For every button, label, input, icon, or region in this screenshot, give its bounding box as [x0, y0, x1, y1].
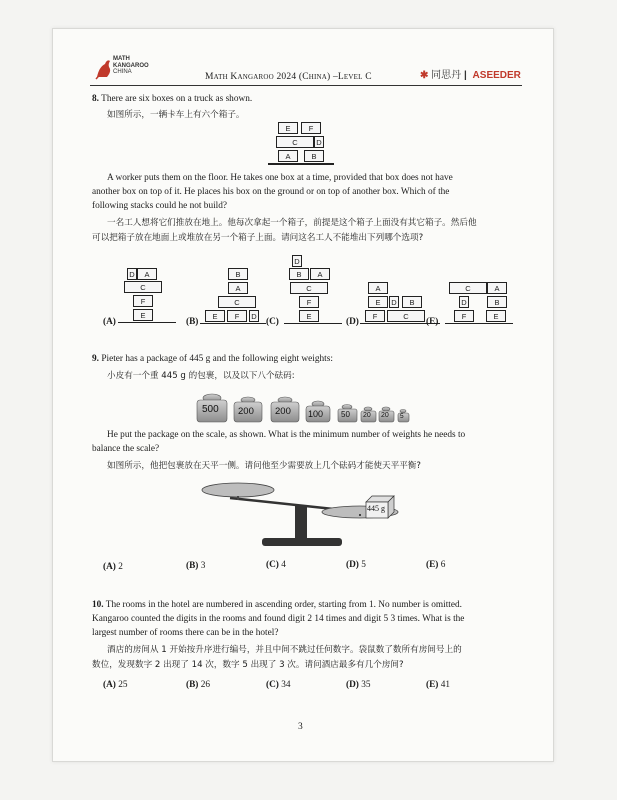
math-kangaroo-logo-text: MATH KANGAROO CHINA	[113, 56, 149, 75]
q8-e-box-e: E	[486, 310, 506, 322]
q8-option-e-label[interactable]: (E)	[426, 317, 439, 327]
q8-a-box-e: E	[133, 309, 153, 321]
q8-intro-en: 8. There are six boxes on a truck as shown.	[92, 94, 253, 104]
q10-option-d[interactable]: (D) 35	[346, 680, 371, 690]
q10-option-a[interactable]: (A) 25	[103, 680, 128, 690]
q8-b-ground	[200, 323, 266, 324]
q8-e-box-a: A	[487, 282, 507, 294]
q8-c-box-b: B	[289, 268, 309, 280]
q8-c-box-e: E	[299, 310, 319, 322]
q8-text-zh-line2: 可以把箱子放在地面上或堆放在另一个箱子上面。请问这名工人不能堆出下列哪个选项?	[92, 233, 424, 243]
q8-option-d-label[interactable]: (D)	[346, 317, 359, 327]
page-number: 3	[298, 722, 303, 732]
q9-text-en-line2: balance the scale?	[92, 444, 160, 454]
weight-label-500: 500	[202, 404, 219, 415]
q8-b-box-e: E	[205, 310, 225, 322]
q8-e-ground	[445, 323, 513, 324]
q10-option-e[interactable]: (E) 41	[426, 680, 451, 690]
weight-label-100: 100	[308, 409, 324, 419]
truck-box-c: C	[276, 136, 314, 148]
truck-bed	[268, 163, 334, 165]
q10-option-c[interactable]: (C) 34	[266, 680, 291, 690]
q8-c-box-c: C	[290, 282, 328, 294]
package-label: 445 g	[367, 504, 385, 513]
q8-d-box-b: B	[402, 296, 422, 308]
q9-intro-en: 9. Pieter has a package of 445 g and the following eight weights:	[92, 354, 333, 364]
q10-text-zh-line2: 数位，发现数字 2 出现了 14 次，数字 5 出现了 3 次。请问酒店最多有几个房间?	[92, 660, 404, 670]
q8-b-box-c: C	[218, 296, 256, 308]
q8-e-box-c: C	[449, 282, 487, 294]
q8-option-c-label[interactable]: (C)	[266, 317, 279, 327]
q8-c-box-f: F	[299, 296, 319, 308]
q8-e-box-b: B	[487, 296, 507, 308]
q8-a-box-f: F	[133, 295, 153, 307]
aseeder-logo: ✱ 同思丹 | ASEEDER	[420, 70, 521, 81]
q8-b-box-d: D	[249, 310, 259, 322]
truck-box-d: D	[314, 136, 324, 148]
q8-e-box-f: F	[454, 310, 474, 322]
weight-label-5: 5	[400, 413, 404, 420]
q8-c-box-a: A	[310, 268, 330, 280]
q8-option-b-label[interactable]: (B)	[186, 317, 199, 327]
weights-figure	[195, 392, 415, 426]
balance-scale-figure	[200, 478, 410, 550]
q9-text-en-line1: He put the package on the scale, as shown. What is the minimum number of weights he needs to	[107, 430, 466, 440]
q9-option-e[interactable]: (E) 6	[426, 560, 446, 570]
q9-option-b[interactable]: (B) 3	[186, 561, 206, 571]
q8-text-en-line3: following stacks could he not build?	[92, 201, 228, 211]
q8-text-en-line2: another box on top of it. He places his box on the ground or on top of another box. Which of the	[92, 187, 450, 197]
q10-text-en-line2: Kangaroo counted the digits in the rooms and found digit 2 14 times and digit 5 3 times. What is the	[92, 614, 465, 624]
q8-d-box-d: D	[389, 296, 399, 308]
q8-b-box-a: A	[228, 282, 248, 294]
q8-c-box-d: D	[292, 255, 302, 267]
q9-option-c[interactable]: (C) 4	[266, 560, 286, 570]
weight-label-20b: 20	[381, 412, 389, 419]
truck-box-b: B	[304, 150, 324, 162]
q8-d-box-a: A	[368, 282, 388, 294]
q8-a-ground	[118, 322, 176, 323]
q8-option-a-label[interactable]: (A)	[103, 317, 116, 327]
q8-e-box-d: D	[459, 296, 469, 308]
q8-d-box-c: C	[387, 310, 425, 322]
q8-text-en-line1: A worker puts them on the floor. He takes one box at a time, provided that box does not have	[107, 173, 453, 183]
q8-a-box-d: D	[127, 268, 137, 280]
q9-text-zh: 如图所示，他把包裹放在天平一侧。请问他至少需要放上几个砝码才能使天平平衡?	[107, 461, 421, 471]
weight-label-200a: 200	[238, 406, 254, 417]
q10-option-b[interactable]: (B) 26	[186, 680, 211, 690]
q8-a-box-c: C	[124, 281, 162, 293]
weight-label-50: 50	[341, 410, 350, 419]
q8-d-box-f: F	[365, 310, 385, 322]
weight-label-20a: 20	[363, 412, 371, 419]
truck-box-f: F	[301, 122, 321, 134]
q10-text-en-line1: 10. The rooms in the hotel are numbered in ascending order, starting from 1. No number is omitted.	[92, 600, 462, 610]
q9-option-d[interactable]: (D) 5	[346, 560, 366, 570]
page-header-title: Math Kangaroo 2024 (China) –Level C	[205, 72, 372, 82]
q8-a-box-a: A	[137, 268, 157, 280]
truck-box-e: E	[278, 122, 298, 134]
truck-box-a: A	[278, 150, 298, 162]
q8-c-ground	[284, 323, 342, 324]
q8-b-box-b: B	[228, 268, 248, 280]
q8-text-zh-line1: 一名工人想将它们推放在地上。他每次拿起一个箱子，前提是这个箱子上面没有其它箱子。然后他	[107, 218, 477, 228]
q9-intro-zh: 小皮有一个重 445 g 的包裹，以及以下八个砝码:	[107, 371, 295, 381]
q9-option-a[interactable]: (A) 2	[103, 562, 123, 572]
q10-text-zh-line1: 酒店的房间从 1 开始按升序进行编号，并且中间不跳过任何数字。袋鼠数了数所有房间号上的	[107, 645, 462, 655]
header-rule	[90, 85, 522, 86]
q8-intro-zh: 如图所示，一辆卡车上有六个箱子。	[107, 110, 245, 120]
weight-label-200b: 200	[275, 406, 291, 417]
q8-b-box-f: F	[227, 310, 247, 322]
q8-d-box-e: E	[368, 296, 388, 308]
q10-text-en-line3: largest number of rooms there can be in the hotel?	[92, 628, 279, 638]
